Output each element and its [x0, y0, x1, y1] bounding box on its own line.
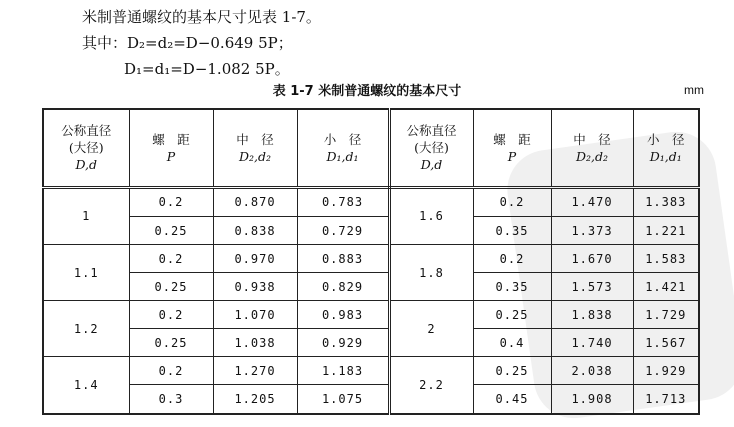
table-row — [43, 385, 699, 414]
mid-diameter-cell: 1.038 — [213, 329, 297, 357]
mid-diameter-cell: 1.270 — [213, 357, 297, 385]
mid-diameter-cell: 0.970 — [213, 245, 297, 273]
intro-text — [82, 4, 321, 82]
pitch-cell: 0.2 — [129, 245, 213, 273]
pitch-cell: 0.2 — [473, 187, 551, 217]
nominal-diameter-cell: 1.2 — [43, 301, 129, 357]
pitch-cell: 0.3 — [129, 385, 213, 414]
minor-diameter-cell: 0.883 — [297, 245, 389, 273]
mid-diameter-cell: 1.838 — [551, 301, 633, 329]
mid-diameter-cell: 1.573 — [551, 273, 633, 301]
formula-line-2: D₁=d₁=D−1.082 5P。 — [124, 60, 290, 78]
minor-diameter-cell: 1.075 — [297, 385, 389, 414]
pitch-cell: 0.25 — [129, 217, 213, 245]
mid-diameter-cell: 0.938 — [213, 273, 297, 301]
pitch-cell: 0.25 — [473, 301, 551, 329]
mid-diameter-cell: 1.070 — [213, 301, 297, 329]
mid-diameter-cell: 1.740 — [551, 329, 633, 357]
table-row — [43, 187, 699, 217]
formula-line-1: 其中：D₂=d₂=D−0.649 5P； — [82, 34, 293, 52]
minor-diameter-cell: 0.929 — [297, 329, 389, 357]
minor-diameter-cell: 1.221 — [633, 217, 699, 245]
pitch-cell: 0.25 — [473, 357, 551, 385]
mid-diameter-cell: 1.470 — [551, 187, 633, 217]
pitch-cell: 0.4 — [473, 329, 551, 357]
minor-diameter-cell: 1.929 — [633, 357, 699, 385]
nominal-diameter-cell: 1.4 — [43, 357, 129, 414]
minor-diameter-cell: 1.713 — [633, 385, 699, 414]
mid-diameter-cell: 0.838 — [213, 217, 297, 245]
intro-line-1: 米制普通螺纹的基本尺寸见表 1-7。 — [82, 8, 321, 26]
table-row — [43, 217, 699, 245]
pitch-cell: 0.2 — [129, 301, 213, 329]
pitch-cell: 0.2 — [129, 357, 213, 385]
minor-diameter-cell: 1.583 — [633, 245, 699, 273]
minor-diameter-cell: 0.729 — [297, 217, 389, 245]
header-nominal-left: 公称直径 (大径) D,d — [43, 109, 129, 187]
pitch-cell: 0.2 — [129, 187, 213, 217]
header-pitch-right: 螺 距 P — [473, 109, 551, 187]
header-nominal-right: 公称直径 (大径) D,d — [389, 109, 473, 187]
pitch-cell: 0.35 — [473, 217, 551, 245]
mid-diameter-cell: 1.908 — [551, 385, 633, 414]
minor-diameter-cell: 1.383 — [633, 187, 699, 217]
nominal-diameter-cell: 1.1 — [43, 245, 129, 301]
pitch-cell: 0.25 — [129, 273, 213, 301]
minor-diameter-cell: 0.829 — [297, 273, 389, 301]
nominal-diameter-cell: 2 — [389, 301, 473, 357]
pitch-cell: 0.45 — [473, 385, 551, 414]
minor-diameter-cell: 0.783 — [297, 187, 389, 217]
nominal-diameter-cell: 2.2 — [389, 357, 473, 414]
nominal-diameter-cell: 1.8 — [389, 245, 473, 301]
thread-dimensions-table — [42, 108, 700, 415]
header-mid-left: 中 径 D₂,d₂ — [213, 109, 297, 187]
minor-diameter-cell: 0.983 — [297, 301, 389, 329]
table-row — [43, 273, 699, 301]
minor-diameter-cell: 1.421 — [633, 273, 699, 301]
table-row — [43, 357, 699, 385]
mid-diameter-cell: 1.373 — [551, 217, 633, 245]
table-unit: mm — [684, 83, 704, 97]
minor-diameter-cell: 1.567 — [633, 329, 699, 357]
mid-diameter-cell: 1.670 — [551, 245, 633, 273]
header-pitch-left: 螺 距 P — [129, 109, 213, 187]
table-header-row — [43, 109, 699, 187]
pitch-cell: 0.35 — [473, 273, 551, 301]
mid-diameter-cell: 1.205 — [213, 385, 297, 414]
table-row — [43, 329, 699, 357]
table-row — [43, 245, 699, 273]
table-row — [43, 301, 699, 329]
mid-diameter-cell: 2.038 — [551, 357, 633, 385]
header-minor-left: 小 径 D₁,d₁ — [297, 109, 389, 187]
pitch-cell: 0.25 — [129, 329, 213, 357]
minor-diameter-cell: 1.729 — [633, 301, 699, 329]
pitch-cell: 0.2 — [473, 245, 551, 273]
nominal-diameter-cell: 1 — [43, 187, 129, 245]
header-minor-right: 小 径 D₁,d₁ — [633, 109, 699, 187]
minor-diameter-cell: 1.183 — [297, 357, 389, 385]
nominal-diameter-cell: 1.6 — [389, 187, 473, 245]
table-caption: 表 1-7 米制普通螺纹的基本尺寸 — [272, 84, 462, 99]
mid-diameter-cell: 0.870 — [213, 187, 297, 217]
header-mid-right: 中 径 D₂,d₂ — [551, 109, 633, 187]
